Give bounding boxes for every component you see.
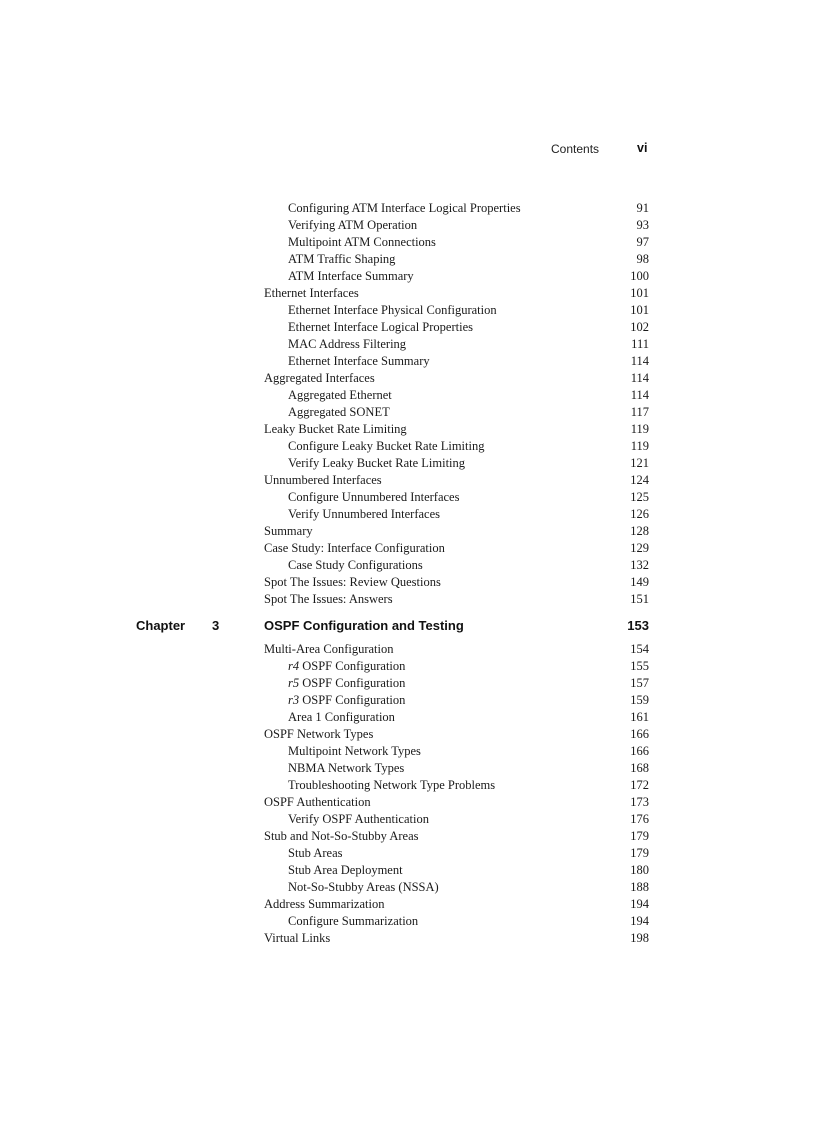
toc-entry-page: 119: [630, 439, 649, 453]
router-name: r5: [288, 676, 300, 690]
toc-entry-title: Multipoint ATM Connections: [288, 235, 436, 249]
toc-entry-title: Address Summarization: [264, 897, 385, 911]
toc-entry: [0, 319, 816, 336]
toc-entry-title: [288, 658, 405, 675]
toc-entry: [0, 523, 816, 540]
toc-entry: [0, 574, 816, 591]
toc-entry-title: Troubleshooting Network Type Problems: [288, 778, 496, 792]
page-number: vi: [637, 141, 648, 155]
toc-entry-title: Configuring ATM Interface Logical Properties: [288, 201, 521, 215]
router-name: r4: [288, 659, 300, 673]
toc-entry: [0, 591, 816, 608]
toc-entry-title: ATM Interface Summary: [288, 269, 414, 283]
toc-entry-page: 166: [630, 744, 649, 758]
toc-entry-title: Unnumbered Interfaces: [264, 473, 382, 487]
chapter-page: 153: [627, 618, 649, 633]
toc-entry-page: 114: [630, 354, 649, 368]
toc-entry: [0, 506, 816, 523]
toc-entry-title: Stub and Not-So-Stubby Areas: [264, 829, 419, 843]
toc-entry-page: 93: [636, 218, 649, 232]
toc-entry-page: 100: [630, 269, 649, 283]
toc-entry-title: MAC Address Filtering: [288, 337, 407, 351]
toc-entry-title: Not-So-Stubby Areas (NSSA): [288, 880, 439, 894]
toc-entry-page: 101: [630, 286, 649, 300]
toc-entry-title: Verify OSPF Authentication: [288, 812, 429, 826]
toc-entry-title: [288, 692, 405, 709]
toc-entry: [0, 353, 816, 370]
toc-entry-page: 121: [630, 456, 649, 470]
toc-entry: [0, 336, 816, 353]
toc-entry-title: Configure Leaky Bucket Rate Limiting: [288, 439, 485, 453]
toc-entry-page: 173: [630, 795, 649, 809]
toc-entry-page: 159: [630, 693, 649, 707]
toc-entry-page: 128: [630, 524, 649, 538]
toc-entry-title: Stub Area Deployment: [288, 863, 403, 877]
toc-entry: [0, 421, 816, 438]
toc-entry-title: Case Study Configurations: [288, 558, 423, 572]
toc-entry-page: 97: [636, 235, 649, 249]
toc-entry-title: OSPF Network Types: [264, 727, 374, 741]
toc-entry: [0, 777, 816, 794]
toc-entry: [0, 760, 816, 777]
toc-entry-page: 111: [631, 337, 649, 351]
toc-entry-title: Area 1 Configuration: [288, 710, 395, 724]
toc-entry-title: Summary: [264, 524, 313, 538]
toc-entry-title: Multipoint Network Types: [288, 744, 421, 758]
router-name: r3: [288, 693, 300, 707]
toc-entry: [0, 726, 816, 743]
toc-entry-title: Leaky Bucket Rate Limiting: [264, 422, 407, 436]
toc-entry: [0, 540, 816, 557]
toc-entry-page: 188: [630, 880, 649, 894]
toc-entry: [0, 658, 816, 675]
toc-entry-title: Verify Unnumbered Interfaces: [288, 507, 441, 521]
toc-entry: [0, 489, 816, 506]
toc-entry-page: 114: [630, 371, 649, 385]
toc-entry-page: 161: [630, 710, 649, 724]
toc-entry: [0, 200, 816, 217]
toc-entry-title-rest: OSPF Configuration: [299, 659, 406, 673]
toc-entry-title: NBMA Network Types: [288, 761, 405, 775]
toc-entry: [0, 285, 816, 302]
toc-entry-page: 132: [630, 558, 649, 572]
toc-entry-page: 102: [630, 320, 649, 334]
toc-entry-page: 198: [630, 931, 649, 945]
toc-entry-title: Virtual Links: [264, 931, 331, 945]
toc-entry: [0, 234, 816, 251]
section-label: Contents: [551, 142, 600, 156]
toc-entry-title: Ethernet Interface Physical Configuration: [288, 303, 497, 317]
toc-entry-page: 179: [630, 829, 649, 843]
chapter-heading: [0, 615, 816, 637]
toc-entry-title: Ethernet Interface Logical Properties: [288, 320, 473, 334]
toc-entry-page: 117: [630, 405, 649, 419]
toc-entry: [0, 879, 816, 896]
toc-entry: [0, 268, 816, 285]
toc-entry-title: Configure Summarization: [288, 914, 419, 928]
toc-entry-page: 125: [630, 490, 649, 504]
toc-entry-page: 168: [630, 761, 649, 775]
toc-entry: [0, 370, 816, 387]
toc-entry-title: Ethernet Interface Summary: [288, 354, 430, 368]
toc-entry-page: 166: [630, 727, 649, 741]
toc-entry-title: Configure Unnumbered Interfaces: [288, 490, 460, 504]
toc-entry: [0, 896, 816, 913]
toc-entry: [0, 675, 816, 692]
toc-entry: [0, 913, 816, 930]
toc-entry: [0, 472, 816, 489]
toc-entry-page: 124: [630, 473, 649, 487]
toc-entry: [0, 641, 816, 658]
toc-entry-title: Multi-Area Configuration: [264, 642, 394, 656]
toc-entry: [0, 387, 816, 404]
toc-entry: [0, 743, 816, 760]
toc-entry-page: 172: [630, 778, 649, 792]
table-of-contents: [0, 200, 816, 947]
toc-entry: [0, 557, 816, 574]
toc-entry-page: 151: [630, 592, 649, 606]
toc-entry-title: Case Study: Interface Configuration: [264, 541, 445, 555]
toc-entry-title: Verify Leaky Bucket Rate Limiting: [288, 456, 466, 470]
toc-entry: [0, 811, 816, 828]
toc-entry-title: Aggregated Ethernet: [288, 388, 392, 402]
toc-entry: [0, 709, 816, 726]
chapter-title: OSPF Configuration and Testing: [264, 618, 464, 633]
toc-entry-title: Ethernet Interfaces: [264, 286, 359, 300]
toc-entry: [0, 828, 816, 845]
toc-entry: [0, 302, 816, 319]
toc-entry-page: 129: [630, 541, 649, 555]
toc-entry-title: Aggregated Interfaces: [264, 371, 375, 385]
toc-entry-page: 155: [630, 659, 649, 673]
toc-entry-title: Spot The Issues: Review Questions: [264, 575, 441, 589]
toc-entry: [0, 455, 816, 472]
toc-entry-title-rest: OSPF Configuration: [299, 676, 406, 690]
toc-entries-after: [0, 641, 816, 947]
toc-entry-title: Aggregated SONET: [288, 405, 390, 419]
toc-entry: [0, 692, 816, 709]
toc-entry: [0, 862, 816, 879]
toc-entry-page: 180: [630, 863, 649, 877]
toc-entry: [0, 438, 816, 455]
toc-entry-title: [288, 675, 405, 692]
toc-entry: [0, 404, 816, 421]
toc-entry-page: 194: [630, 897, 649, 911]
toc-entry-title: ATM Traffic Shaping: [288, 252, 396, 266]
toc-entry-page: 179: [630, 846, 649, 860]
toc-entries-before: [0, 200, 816, 608]
toc-entry-page: 194: [630, 914, 649, 928]
toc-entry-page: 176: [630, 812, 649, 826]
toc-entry: [0, 845, 816, 862]
toc-entry-page: 149: [630, 575, 649, 589]
toc-entry-title: Verifying ATM Operation: [288, 218, 418, 232]
toc-entry-page: 154: [630, 642, 649, 656]
toc-entry-page: 114: [630, 388, 649, 402]
toc-entry: [0, 794, 816, 811]
toc-entry: [0, 251, 816, 268]
toc-entry-page: 91: [636, 201, 649, 215]
toc-entry-title: Spot The Issues: Answers: [264, 592, 393, 606]
toc-entry: [0, 930, 816, 947]
running-header: [0, 140, 816, 158]
toc-entry-page: 157: [630, 676, 649, 690]
chapter-number: 3: [212, 618, 220, 633]
toc-entry-title-rest: OSPF Configuration: [299, 693, 406, 707]
toc-entry-page: 98: [636, 252, 649, 266]
toc-entry: [0, 217, 816, 234]
toc-entry-title: Stub Areas: [288, 846, 343, 860]
toc-entry-page: 101: [630, 303, 649, 317]
toc-entry-page: 126: [630, 507, 649, 521]
chapter-label: Chapter: [136, 618, 186, 633]
toc-entry-page: 119: [630, 422, 649, 436]
toc-entry-title: OSPF Authentication: [264, 795, 371, 809]
